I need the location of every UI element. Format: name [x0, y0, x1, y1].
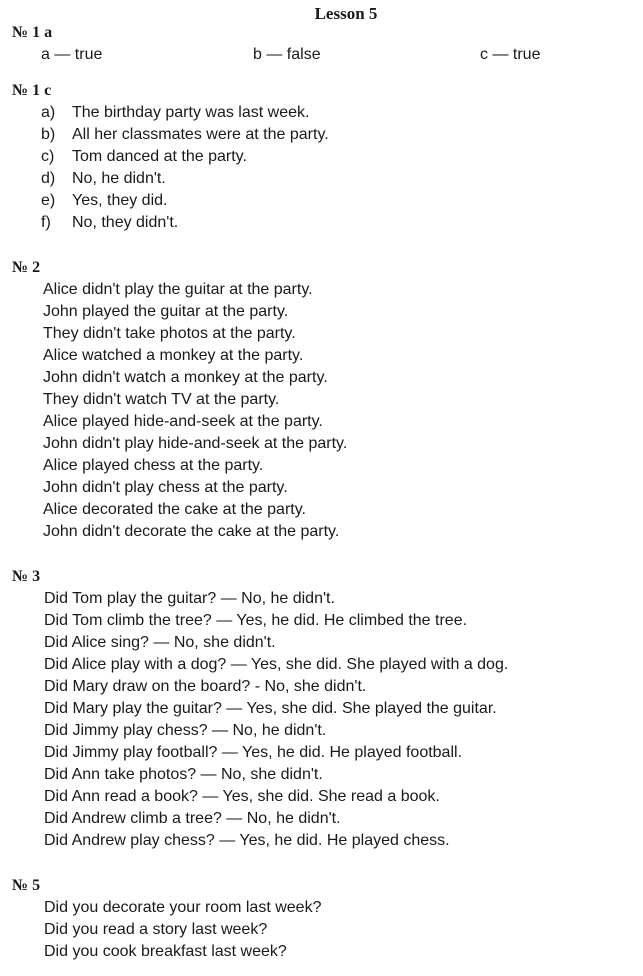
answer-letter: c: [480, 46, 488, 63]
list-item: Did Andrew play chess? — Yes, he did. He played chess.: [44, 832, 450, 849]
list-item: They didn't watch TV at the party.: [43, 391, 280, 408]
lesson-title: Lesson 5: [314, 4, 378, 23]
list-item: [41, 168, 329, 190]
list-item: [41, 146, 329, 168]
list-item: Did you decorate your room last week?: [44, 899, 322, 916]
list-item: [41, 190, 329, 212]
list-item: They didn't take photos at the party.: [43, 325, 296, 342]
exercise-1c-list: [41, 102, 329, 234]
exercise-3-heading: № 3: [12, 568, 41, 585]
list-item: John didn't play hide-and-seek at the party.: [43, 435, 348, 452]
list-item: [41, 102, 329, 124]
list-item: Alice watched a monkey at the party.: [43, 347, 304, 364]
list-item: Did Mary draw on the board? - No, she didn't.: [44, 678, 367, 695]
list-item: Did Mary play the guitar? — Yes, she did. She played the guitar.: [44, 700, 497, 717]
exercise-5-list: [44, 897, 321, 963]
list-item: John didn't watch a monkey at the party.: [43, 369, 328, 386]
exercise-5-heading: № 5: [12, 877, 41, 894]
list-item: John didn't decorate the cake at the party.: [43, 523, 340, 540]
item-letter: f): [41, 214, 51, 231]
list-item: Did Jimmy play football? — Yes, he did. He played football.: [44, 744, 463, 761]
answer-b: b — false: [253, 46, 321, 63]
list-item: Did Alice play with a dog? — Yes, she did. She played with a dog.: [44, 656, 509, 673]
list-item: Did you read a story last week?: [44, 921, 268, 938]
list-item: John didn't play chess at the party.: [43, 479, 288, 496]
list-item: Did Ann read a book? — Yes, she did. She read a book.: [44, 788, 440, 805]
item-letter: d): [41, 170, 56, 187]
list-item: Did Tom play the guitar? — No, he didn't.: [44, 590, 335, 607]
item-text: No, he didn't.: [72, 170, 166, 187]
item-text: All her classmates were at the party.: [72, 126, 329, 143]
item-letter: e): [41, 192, 56, 209]
list-item: John played the guitar at the party.: [43, 303, 289, 320]
exercise-2-list: [43, 279, 347, 543]
answer-letter: b: [253, 46, 262, 63]
answer-a: a — true: [41, 46, 103, 63]
list-item: [41, 124, 329, 146]
answer-c: c — true: [480, 46, 541, 63]
item-text: Yes, they did.: [72, 192, 168, 209]
item-letter: b): [41, 126, 56, 143]
answer-value: false: [286, 46, 321, 63]
list-item: Alice decorated the cake at the party.: [43, 501, 306, 518]
list-item: Did you cook breakfast last week?: [44, 943, 287, 960]
item-letter: c): [41, 148, 55, 165]
list-item: Alice didn't play the guitar at the party.: [43, 281, 313, 298]
exercise-2-heading: № 2: [12, 259, 41, 276]
list-item: Did Tom climb the tree? — Yes, he did. He climbed the tree.: [44, 612, 468, 629]
list-item: Did Andrew climb a tree? — No, he didn't.: [44, 810, 341, 827]
item-text: The birthday party was last week.: [72, 104, 310, 121]
item-letter: a): [41, 104, 56, 121]
list-item: Alice played hide-and-seek at the party.: [43, 413, 323, 430]
item-text: No, they didn't.: [72, 214, 179, 231]
list-item: [41, 212, 329, 234]
exercise-1c-heading: № 1 c: [12, 82, 52, 99]
list-item: Alice played chess at the party.: [43, 457, 264, 474]
answer-value: true: [512, 46, 541, 63]
list-item: Did Jimmy play chess? — No, he didn't.: [44, 722, 327, 739]
list-item: Did Alice sing? — No, she didn't.: [44, 634, 276, 651]
answer-letter: a: [41, 46, 50, 63]
exercise-3-list: [44, 588, 508, 852]
item-text: Tom danced at the party.: [72, 148, 247, 165]
list-item: Did Ann take photos? — No, she didn't.: [44, 766, 323, 783]
exercise-1a-heading: № 1 a: [12, 24, 53, 41]
answer-value: true: [74, 46, 103, 63]
